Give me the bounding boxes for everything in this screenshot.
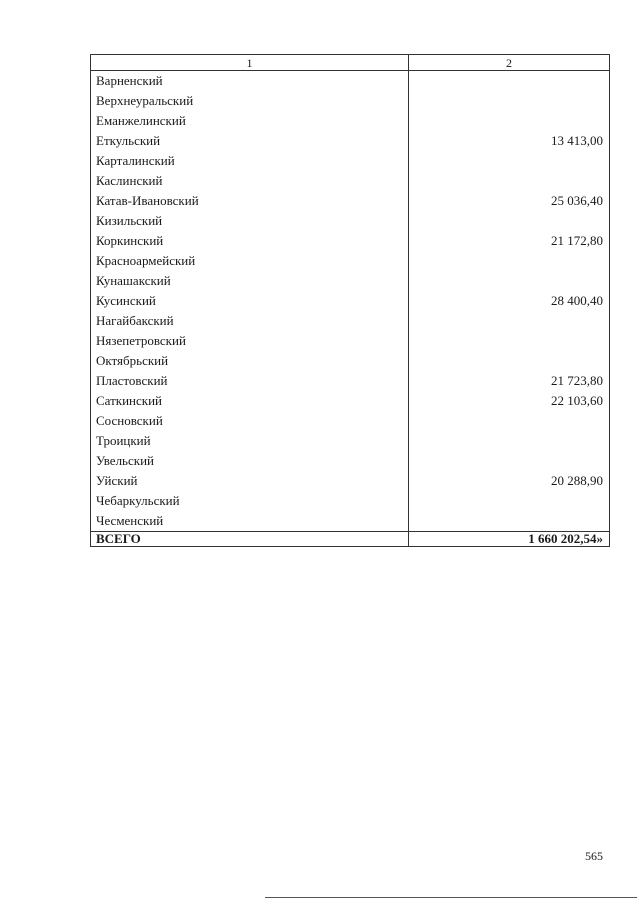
total-row (91, 532, 610, 547)
table-row (91, 371, 610, 391)
district-amount: 22 103,60 (409, 391, 610, 411)
district-name: Нязепетровский (91, 331, 409, 351)
table-row (91, 511, 610, 532)
district-name: Кусинский (91, 291, 409, 311)
district-amount: 13 413,00 (409, 131, 610, 151)
district-amount (409, 511, 610, 532)
district-amount: 20 288,90 (409, 471, 610, 491)
total-label: ВСЕГО (91, 532, 409, 547)
district-amount: 21 723,80 (409, 371, 610, 391)
district-amount (409, 431, 610, 451)
column-header-2: 2 (409, 55, 610, 71)
district-name: Пластовский (91, 371, 409, 391)
district-amount (409, 351, 610, 371)
district-name: Увельский (91, 451, 409, 471)
district-amount (409, 91, 610, 111)
table-row (91, 151, 610, 171)
district-amount (409, 491, 610, 511)
district-amount (409, 71, 610, 92)
district-name: Катав-Ивановский (91, 191, 409, 211)
table-row (91, 91, 610, 111)
district-name: Варненский (91, 71, 409, 92)
district-name: Нагайбакский (91, 311, 409, 331)
table-row (91, 331, 610, 351)
district-name: Саткинский (91, 391, 409, 411)
page-number: 565 (585, 849, 603, 863)
table-body (91, 71, 610, 532)
table-row (91, 351, 610, 371)
district-name: Чебаркульский (91, 491, 409, 511)
column-header-1: 1 (91, 55, 409, 71)
table-row (91, 211, 610, 231)
district-name: Троицкий (91, 431, 409, 451)
total-amount: 1 660 202,54» (409, 532, 610, 547)
district-amount (409, 171, 610, 191)
table-row (91, 311, 610, 331)
table-row (91, 271, 610, 291)
header-row (91, 55, 610, 71)
district-name: Уйский (91, 471, 409, 491)
table-row (91, 411, 610, 431)
district-amount (409, 251, 610, 271)
district-amount (409, 451, 610, 471)
district-amounts-table (90, 54, 610, 547)
district-amount: 21 172,80 (409, 231, 610, 251)
district-name: Чесменский (91, 511, 409, 532)
district-amount (409, 151, 610, 171)
district-name: Коркинский (91, 231, 409, 251)
table-row (91, 131, 610, 151)
district-amount: 25 036,40 (409, 191, 610, 211)
district-name: Каслинский (91, 171, 409, 191)
district-name: Октябрьский (91, 351, 409, 371)
table-row (91, 231, 610, 251)
district-amount (409, 411, 610, 431)
district-name: Красноармейский (91, 251, 409, 271)
bottom-rule (265, 897, 637, 898)
district-amount (409, 111, 610, 131)
table-row (91, 471, 610, 491)
district-amount: 28 400,40 (409, 291, 610, 311)
district-name: Кунашакский (91, 271, 409, 291)
table-row (91, 71, 610, 92)
district-name: Карталинский (91, 151, 409, 171)
table-row (91, 251, 610, 271)
district-name: Сосновский (91, 411, 409, 431)
district-amount (409, 331, 610, 351)
table-row (91, 431, 610, 451)
district-name: Верхнеуральский (91, 91, 409, 111)
table-row (91, 291, 610, 311)
district-amount (409, 271, 610, 291)
table-row (91, 451, 610, 471)
table-row (91, 171, 610, 191)
district-name: Еткульский (91, 131, 409, 151)
table-row (91, 111, 610, 131)
table-row (91, 491, 610, 511)
district-name: Кизильский (91, 211, 409, 231)
table-row (91, 191, 610, 211)
district-amount (409, 311, 610, 331)
district-amount (409, 211, 610, 231)
district-name: Еманжелинский (91, 111, 409, 131)
table-row (91, 391, 610, 411)
